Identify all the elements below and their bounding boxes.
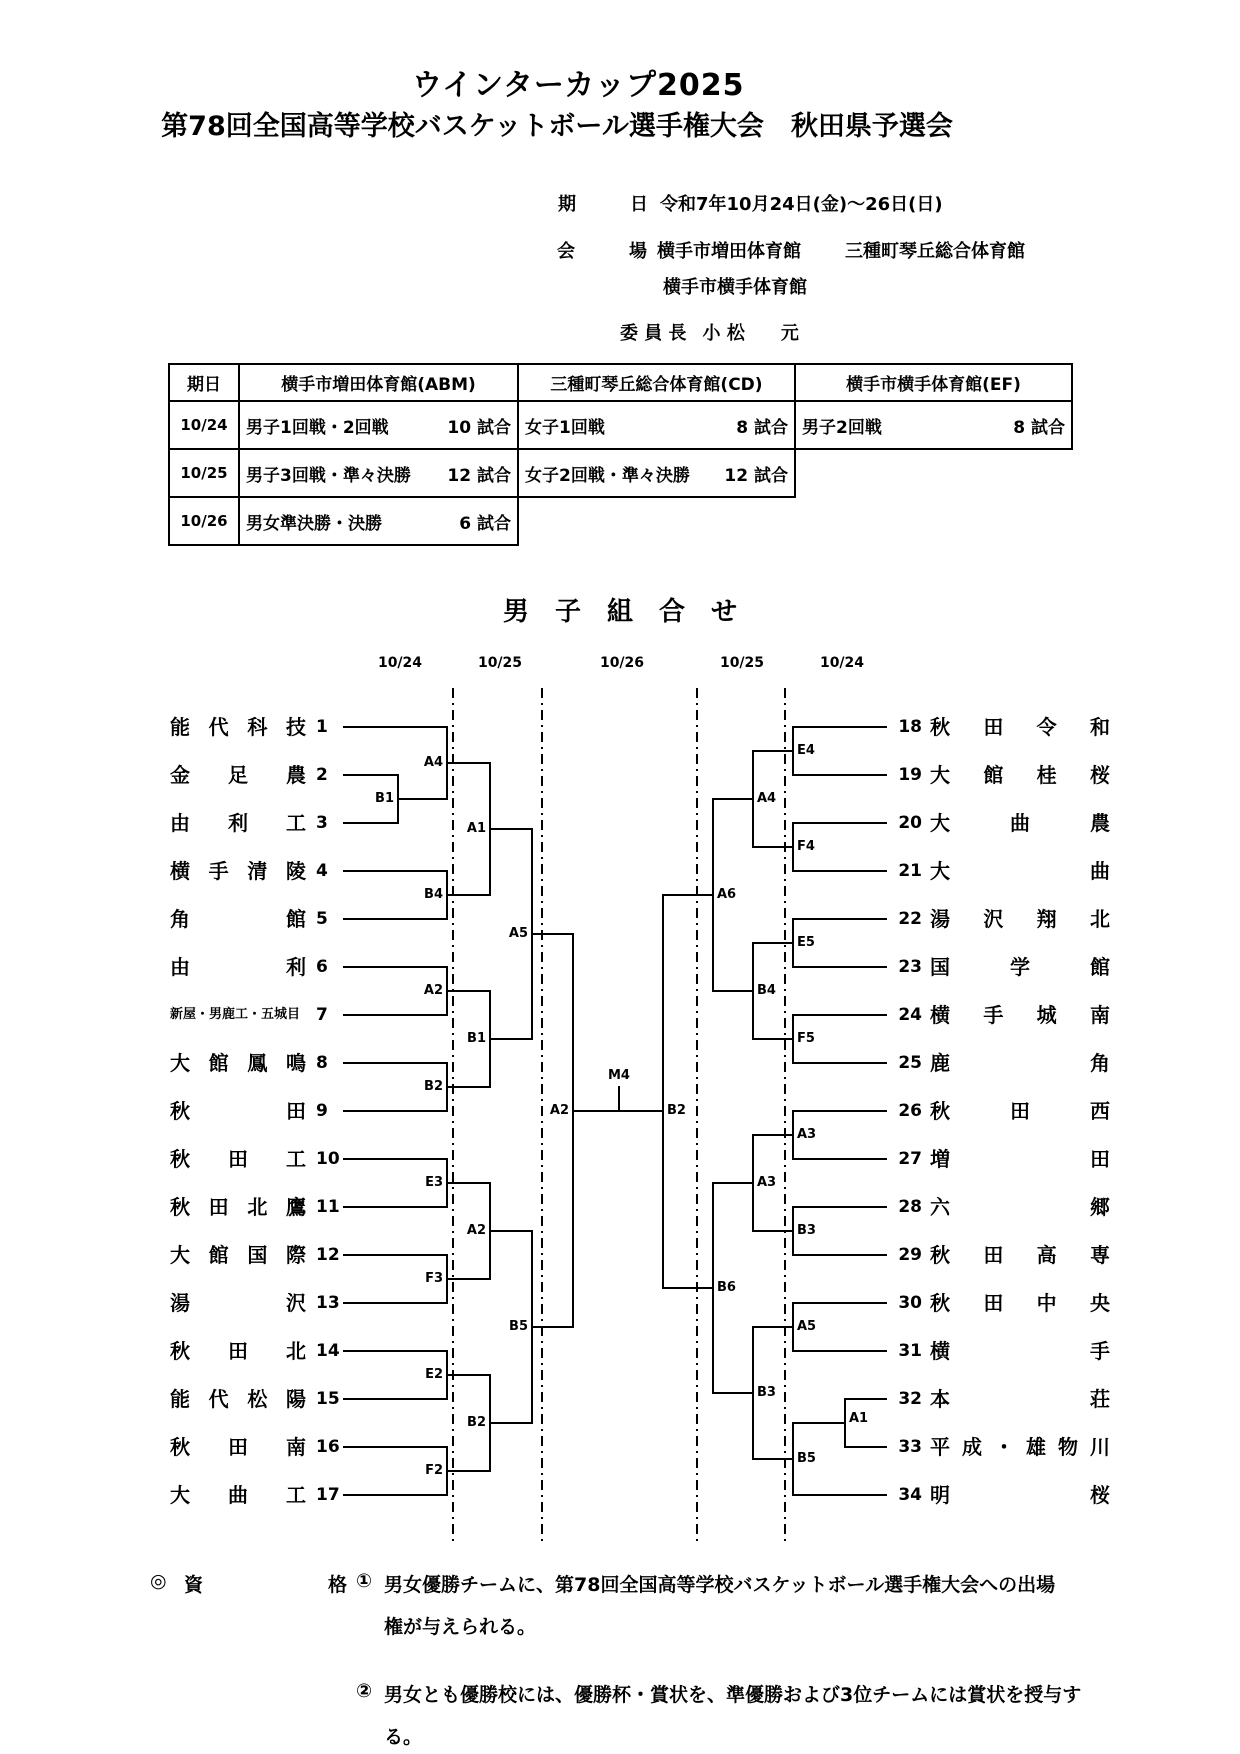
footer-item1-number: ① — [356, 1570, 373, 1592]
match-label: B2 — [667, 1103, 686, 1118]
team-name: 秋 田 中 央 — [930, 1291, 1110, 1315]
schedule-event-cell — [238, 400, 519, 450]
bracket-line — [845, 1446, 887, 1448]
footer-item2-text: る。 — [384, 1726, 423, 1748]
page-subtitle: 第78回全国高等学校バスケットボール選手権大会 秋田県予選会 — [161, 111, 953, 142]
bracket-line — [343, 1062, 447, 1064]
team-row — [170, 999, 342, 1031]
round-separator-line — [452, 688, 454, 1542]
bracket-line — [793, 1494, 887, 1496]
bracket-line — [446, 1062, 448, 1112]
team-row — [894, 1479, 1110, 1511]
team-name: 大 曲 工 — [170, 1483, 306, 1507]
team-name: 平 成 ・ 雄 物 川 — [930, 1435, 1110, 1459]
team-name: 秋 田 北 — [170, 1339, 306, 1363]
bracket-line — [713, 990, 753, 992]
team-row — [170, 1239, 342, 1271]
bracket-line — [793, 1206, 887, 1208]
event-text: 男女準決勝・決勝 — [246, 513, 382, 534]
match-label: B5 — [509, 1319, 528, 1334]
schedule-header-cell: 三種町琴丘総合体育館(CD) — [517, 363, 796, 402]
venue-name: 三種町琴丘総合体育館 — [845, 241, 1025, 262]
bracket-line — [343, 1446, 447, 1448]
team-seed: 21 — [898, 861, 922, 881]
bracket-line — [397, 774, 399, 824]
team-seed: 2 — [316, 765, 328, 785]
match-label: E3 — [425, 1175, 443, 1190]
chairman-line — [620, 319, 799, 345]
bracket-line — [398, 798, 447, 800]
bracket-line — [793, 774, 887, 776]
schedule-date-cell: 10/25 — [168, 448, 240, 498]
team-row — [894, 1383, 1110, 1415]
bracket-line — [343, 822, 398, 824]
team-seed: 12 — [316, 1245, 340, 1265]
schedule-event-cell — [517, 400, 796, 450]
match-label: A5 — [797, 1319, 817, 1334]
match-label: B2 — [424, 1079, 443, 1094]
round-date-label: 10/25 — [477, 655, 523, 671]
team-name: 秋 田 高 専 — [930, 1243, 1110, 1267]
bracket-title: 男 子 組 合 せ — [502, 597, 737, 627]
match-label: B2 — [467, 1415, 486, 1430]
team-seed: 27 — [898, 1149, 922, 1169]
team-name: 横 手 — [930, 1339, 1110, 1363]
team-name: 横 手 清 陵 — [170, 859, 306, 883]
event-date-line — [558, 190, 943, 216]
final-match-label: M4 — [608, 1068, 630, 1083]
team-name: 六 郷 — [930, 1195, 1110, 1219]
bracket-line — [793, 822, 887, 824]
bracket-line — [792, 1206, 794, 1256]
bracket-line — [712, 1182, 714, 1394]
match-label: B5 — [797, 1451, 816, 1466]
venue-name: 横手市増田体育館 — [657, 241, 801, 262]
team-seed: 9 — [316, 1101, 328, 1121]
round-date-label: 10/24 — [819, 655, 865, 671]
round-date-label: 10/26 — [599, 655, 645, 671]
match-label: A4 — [423, 755, 443, 770]
match-label: B4 — [757, 983, 776, 998]
team-row — [170, 951, 342, 983]
chairman-name: 小 松 元 — [702, 323, 799, 344]
team-seed: 18 — [898, 717, 922, 737]
team-name: 新屋・男鹿工・五城目 — [170, 1007, 301, 1022]
bracket-line — [793, 1350, 887, 1352]
bracket-line — [753, 1326, 793, 1328]
team-name: 秋 田 工 — [170, 1147, 306, 1171]
match-label: B1 — [467, 1031, 486, 1046]
team-row — [894, 1191, 1110, 1223]
bracket-line — [793, 1302, 887, 1304]
bracket-line — [753, 1230, 793, 1232]
schedule-header-cell: 期日 — [168, 363, 240, 402]
team-row — [894, 999, 1110, 1031]
team-row — [170, 1431, 342, 1463]
team-name: 大 館 国 際 — [170, 1243, 306, 1267]
footer-item1-text: 男女優勝チームに、第78回全国高等学校バスケットボール選手権大会への出場 — [384, 1574, 1056, 1596]
bracket-line — [490, 828, 532, 830]
event-text: 女子1回戦 — [525, 417, 605, 438]
team-name: 大 館 鳳 鳴 — [170, 1051, 306, 1075]
bracket-line — [343, 1494, 447, 1496]
team-seed: 4 — [316, 861, 328, 881]
team-seed: 24 — [898, 1005, 922, 1025]
round-date-label: 10/25 — [719, 655, 765, 671]
bracket-line — [753, 942, 793, 944]
bracket-line — [343, 1398, 447, 1400]
team-name: 国 学 館 — [930, 955, 1110, 979]
match-label: A3 — [757, 1175, 777, 1190]
bracket-line — [343, 1302, 447, 1304]
team-seed: 25 — [898, 1053, 922, 1073]
match-label: F5 — [797, 1031, 815, 1046]
team-name: 湯 沢 — [170, 1291, 306, 1315]
footer-label-left: 資 — [184, 1574, 204, 1596]
team-row — [894, 807, 1110, 839]
team-seed: 17 — [316, 1485, 340, 1505]
event-count: 12 試合 — [447, 465, 511, 486]
bracket-line — [752, 1326, 754, 1460]
team-name: 秋 田 令 和 — [930, 715, 1110, 739]
team-row — [894, 903, 1110, 935]
bracket-line — [446, 1350, 448, 1400]
footer-item2-number: ② — [356, 1680, 373, 1702]
footer-label-right: 格 — [328, 1574, 348, 1596]
event-count: 8 試合 — [1013, 417, 1065, 438]
team-seed: 32 — [898, 1389, 922, 1409]
team-seed: 3 — [316, 813, 328, 833]
team-seed: 33 — [898, 1437, 922, 1457]
team-seed: 26 — [898, 1101, 922, 1121]
team-row — [170, 903, 342, 935]
team-row — [170, 759, 342, 791]
team-seed: 10 — [316, 1149, 340, 1169]
bracket-line — [446, 966, 448, 1016]
schedule-event-cell — [794, 400, 1073, 450]
bracket-line — [792, 726, 794, 776]
match-label: F4 — [797, 839, 815, 854]
team-name: 金 足 農 — [170, 763, 306, 787]
team-seed: 34 — [898, 1485, 922, 1505]
match-label: F2 — [425, 1463, 443, 1478]
team-seed: 20 — [898, 813, 922, 833]
team-name: 秋 田 北 鷹 — [170, 1195, 306, 1219]
bracket-line — [663, 894, 713, 896]
event-count: 8 試合 — [736, 417, 788, 438]
team-name: 由 利 — [170, 955, 306, 979]
team-seed: 28 — [898, 1197, 922, 1217]
team-row — [894, 1095, 1110, 1127]
match-label: A3 — [797, 1127, 817, 1142]
team-seed: 6 — [316, 957, 328, 977]
bracket-line — [793, 918, 887, 920]
team-seed: 23 — [898, 957, 922, 977]
bracket-line — [343, 1110, 447, 1112]
bracket-line — [713, 1182, 753, 1184]
bracket-line — [489, 1374, 491, 1472]
team-name: 能 代 松 陽 — [170, 1387, 306, 1411]
bracket-line — [531, 1230, 533, 1424]
team-name: 湯 沢 翔 北 — [930, 907, 1110, 931]
bracket-line — [490, 1230, 532, 1232]
event-text: 女子2回戦・準々決勝 — [525, 465, 690, 486]
bracket-line — [793, 966, 887, 968]
team-row — [170, 1191, 342, 1223]
event-date-value: 令和7年10月24日(金)～26日(日) — [660, 194, 943, 215]
round-separator-line — [784, 688, 786, 1542]
team-name: 横 手 城 南 — [930, 1003, 1110, 1027]
bracket-line — [793, 726, 887, 728]
team-name: 鹿 角 — [930, 1051, 1110, 1075]
bracket-line — [343, 966, 447, 968]
match-label: A2 — [423, 983, 443, 998]
round-date-label: 10/24 — [377, 655, 423, 671]
team-seed: 13 — [316, 1293, 340, 1313]
team-name: 大 曲 — [930, 859, 1110, 883]
bracket-line — [713, 1392, 753, 1394]
schedule-date-cell: 10/24 — [168, 400, 240, 450]
bracket-line — [793, 1158, 887, 1160]
match-label: A1 — [466, 821, 486, 836]
team-row — [894, 951, 1110, 983]
team-seed: 5 — [316, 909, 328, 929]
bracket-line — [489, 762, 491, 896]
bracket-line — [343, 1014, 447, 1016]
team-name: 明 桜 — [930, 1483, 1110, 1507]
team-seed: 14 — [316, 1341, 340, 1361]
bracket-line — [712, 798, 714, 992]
team-row — [170, 1335, 342, 1367]
venue-name: 横手市横手体育館 — [663, 277, 807, 298]
bracket-line — [793, 870, 887, 872]
team-row — [170, 1479, 342, 1511]
bracket-line — [752, 1134, 754, 1232]
schedule-event-cell — [238, 496, 519, 546]
bracket-line — [753, 1134, 793, 1136]
bracket-line — [753, 1038, 793, 1040]
bracket-line — [489, 990, 491, 1088]
page-title: ウインターカップ2025 — [412, 68, 745, 103]
event-count: 10 試合 — [447, 417, 511, 438]
event-date-label: 期 日 — [558, 194, 648, 215]
team-row — [170, 807, 342, 839]
match-label: E2 — [425, 1367, 443, 1382]
event-count: 6 試合 — [459, 513, 511, 534]
team-row — [894, 1239, 1110, 1271]
bracket-line — [792, 1110, 794, 1160]
team-seed: 15 — [316, 1389, 340, 1409]
schedule-event-cell — [238, 448, 519, 498]
bracket-line — [446, 1446, 448, 1496]
team-seed: 31 — [898, 1341, 922, 1361]
bracket-line — [618, 1086, 620, 1112]
team-name: 大 館 桂 桜 — [930, 763, 1110, 787]
bracket-line — [753, 1458, 793, 1460]
match-label: E5 — [797, 935, 815, 950]
footer-item1-text: 権が与えられる。 — [384, 1616, 537, 1638]
team-row — [170, 1047, 342, 1079]
match-label: B1 — [375, 791, 394, 806]
bracket-line — [490, 1038, 532, 1040]
team-row — [894, 855, 1110, 887]
venue-line — [557, 237, 1025, 263]
schedule-event-cell — [517, 448, 796, 498]
match-label: A4 — [757, 791, 777, 806]
event-text: 男子3回戦・準々決勝 — [246, 465, 411, 486]
match-label: B3 — [797, 1223, 816, 1238]
bracket-line — [844, 1398, 846, 1448]
schedule-header-cell: 横手市横手体育館(EF) — [794, 363, 1073, 402]
chairman-label: 委 員 長 — [620, 323, 687, 344]
event-text: 男子1回戦・2回戦 — [246, 417, 389, 438]
bracket-line — [663, 1287, 713, 1289]
bracket-line — [343, 774, 398, 776]
bracket-line — [490, 1422, 532, 1424]
team-row — [170, 1383, 342, 1415]
bracket-line — [343, 918, 447, 920]
team-row — [894, 1047, 1110, 1079]
team-row — [170, 855, 342, 887]
team-seed: 16 — [316, 1437, 340, 1457]
bracket-line — [446, 1158, 448, 1208]
bracket-line — [753, 750, 793, 752]
bracket-line — [343, 1254, 447, 1256]
event-text: 男子2回戦 — [802, 417, 882, 438]
team-name: 秋 田 南 — [170, 1435, 306, 1459]
bracket-line — [792, 1422, 794, 1496]
bracket-line — [792, 822, 794, 872]
team-row — [894, 1335, 1110, 1367]
match-label: B3 — [757, 1385, 776, 1400]
bracket-line — [845, 1398, 887, 1400]
match-label: F3 — [425, 1271, 443, 1286]
event-count: 12 試合 — [724, 465, 788, 486]
bracket-line — [446, 870, 448, 920]
team-row — [894, 711, 1110, 743]
team-row — [170, 711, 342, 743]
team-seed: 8 — [316, 1053, 328, 1073]
team-name: 本 荘 — [930, 1387, 1110, 1411]
bracket-line — [752, 942, 754, 1040]
match-label: A2 — [466, 1223, 486, 1238]
team-row — [894, 759, 1110, 791]
match-label: E4 — [797, 743, 815, 758]
schedule-header-cell: 横手市増田体育館(ABM) — [238, 363, 519, 402]
match-label: B4 — [424, 887, 443, 902]
team-row — [170, 1095, 342, 1127]
bracket-line — [792, 1014, 794, 1064]
team-name: 角 館 — [170, 907, 306, 931]
match-label: B6 — [717, 1280, 736, 1295]
bracket-line — [532, 933, 573, 935]
schedule-date-cell: 10/26 — [168, 496, 240, 546]
team-row — [170, 1287, 342, 1319]
bracket-line — [343, 1206, 447, 1208]
team-row — [894, 1287, 1110, 1319]
team-seed: 1 — [316, 717, 328, 737]
bracket-line — [489, 1182, 491, 1280]
team-seed: 30 — [898, 1293, 922, 1313]
bracket-line — [713, 798, 753, 800]
match-label: A6 — [717, 887, 737, 902]
bracket-line — [793, 1014, 887, 1016]
bracket-line — [343, 1158, 447, 1160]
team-name: 由 利 工 — [170, 811, 306, 835]
bracket-line — [792, 918, 794, 968]
venue-label: 会 場 — [557, 241, 647, 262]
team-seed: 11 — [316, 1197, 340, 1217]
team-name: 秋 田 西 — [930, 1099, 1110, 1123]
bracket-line — [572, 933, 574, 1328]
bracket-line — [793, 1422, 845, 1424]
team-seed: 22 — [898, 909, 922, 929]
match-label: A5 — [508, 926, 528, 941]
footer-item2-text: 男女とも優勝校には、優勝杯・賞状を、準優勝および3位チームには賞状を授与す — [384, 1684, 1082, 1706]
team-name: 秋 田 — [170, 1099, 306, 1123]
team-row — [894, 1431, 1110, 1463]
team-name: 増 田 — [930, 1147, 1110, 1171]
bracket-line — [532, 1326, 573, 1328]
bracket-line — [531, 828, 533, 1040]
team-seed: 19 — [898, 765, 922, 785]
footer-marker-icon: ◎ — [150, 1570, 167, 1592]
bracket-line — [343, 1350, 447, 1352]
bracket-line — [793, 1062, 887, 1064]
bracket-line — [793, 1254, 887, 1256]
bracket-line — [446, 726, 448, 800]
bracket-line — [343, 870, 447, 872]
team-seed: 7 — [316, 1005, 328, 1025]
team-row — [894, 1143, 1110, 1175]
bracket-line — [343, 726, 447, 728]
team-row — [170, 1143, 342, 1175]
bracket-line — [446, 1254, 448, 1304]
bracket-line — [753, 846, 793, 848]
bracket-line — [662, 894, 664, 1289]
bracket-line — [752, 750, 754, 848]
bracket-line — [792, 1302, 794, 1352]
bracket-line — [793, 1110, 887, 1112]
team-seed: 29 — [898, 1245, 922, 1265]
match-label: A1 — [849, 1411, 869, 1426]
team-name: 大 曲 農 — [930, 811, 1110, 835]
match-label: A2 — [549, 1103, 569, 1118]
team-name: 能 代 科 技 — [170, 715, 306, 739]
